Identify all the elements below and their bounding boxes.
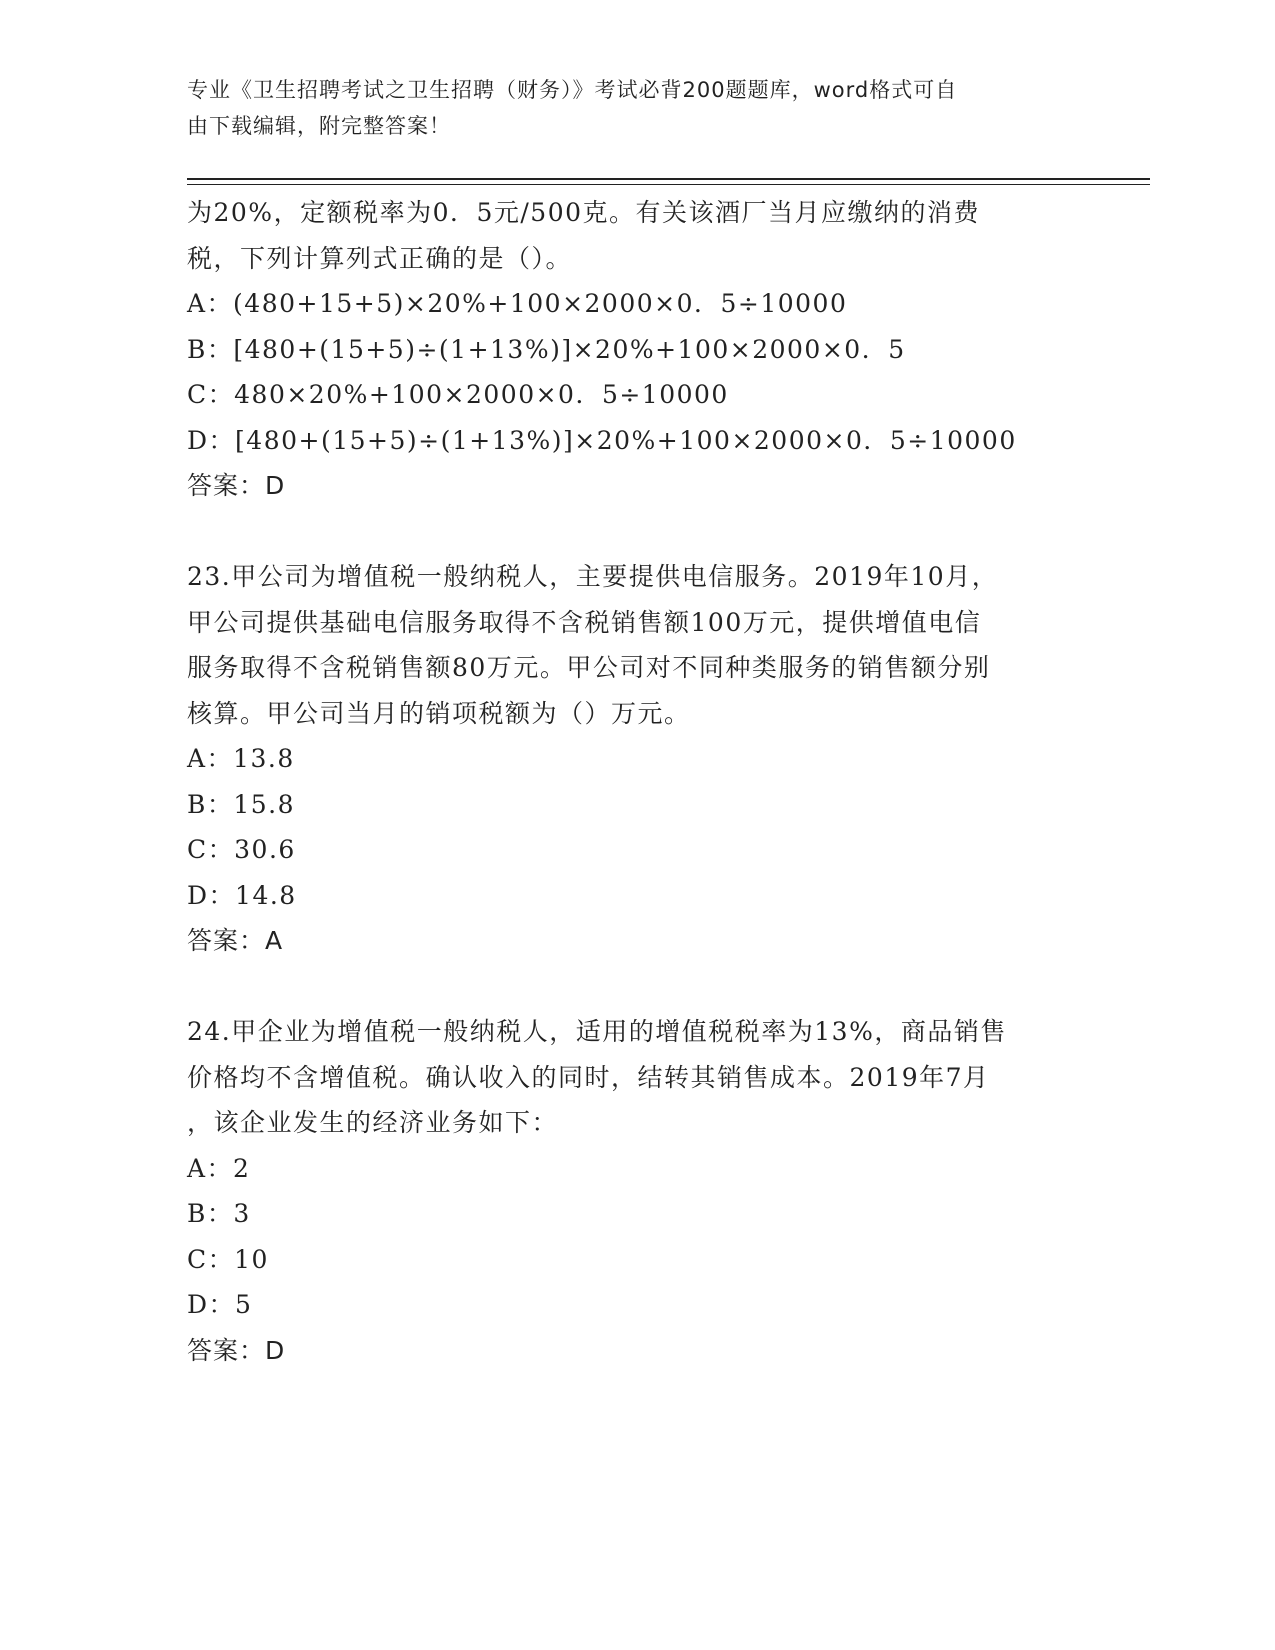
option-a: A：(480+15+5)×20%+100×2000×0．5÷10000 bbox=[187, 289, 848, 318]
question-text-line: 服务取得不含税销售额80万元。甲公司对不同种类服务的销售额分别 bbox=[187, 653, 991, 682]
option-b: B：3 bbox=[187, 1199, 251, 1228]
question-text-line: 甲公司提供基础电信服务取得不含税销售额100万元，提供增值电信 bbox=[187, 607, 982, 637]
answer: 答案：D bbox=[187, 1335, 286, 1365]
question-text-line: 24.甲企业为增值税一般纳税人，适用的增值税税率为13%，商品销售 bbox=[187, 1017, 1007, 1046]
option-c: C：480×20%+100×2000×0．5÷10000 bbox=[187, 380, 729, 409]
question-text-line: 23.甲公司为增值税一般纳税人，主要提供电信服务。2019年10月， bbox=[187, 562, 999, 591]
option-a: A：2 bbox=[187, 1153, 251, 1183]
option-c: C：30.6 bbox=[187, 835, 296, 864]
option-c: C：10 bbox=[187, 1244, 269, 1274]
question-text-line: ，该企业发生的经济业务如下： bbox=[187, 1108, 559, 1137]
question-text-line: 税，下列计算列式正确的是（）。 bbox=[187, 243, 573, 273]
question-text-line: 核算。甲公司当月的销项税额为（）万元。 bbox=[187, 698, 691, 728]
spacer bbox=[187, 509, 1087, 555]
document-body bbox=[187, 190, 1087, 1373]
question-text-line: 价格均不含增值税。确认收入的同时，结转其销售成本。2019年7月 bbox=[187, 1062, 990, 1092]
option-d: D：[480+(15+5)÷(1+13%)]×20%+100×2000×0．5÷10000 bbox=[187, 425, 1017, 455]
question-22-continuation bbox=[187, 190, 1087, 509]
question-24 bbox=[187, 1009, 1087, 1373]
header-divider-thin bbox=[187, 184, 1150, 185]
answer: 答案：A bbox=[187, 926, 284, 955]
option-d: D：14.8 bbox=[187, 880, 297, 910]
question-23 bbox=[187, 554, 1087, 964]
option-a: A：13.8 bbox=[187, 744, 295, 773]
header-title-line-2: 由下载编辑，附完整答案！ bbox=[187, 114, 451, 138]
spacer bbox=[187, 964, 1087, 1010]
question-text-line: 为20%，定额税率为0．5元/500克。有关该酒厂当月应缴纳的消费 bbox=[187, 198, 981, 227]
option-d: D：5 bbox=[187, 1290, 253, 1319]
header-title-line-1: 专业《卫生招聘考试之卫生招聘（财务）》考试必背200题题库，word格式可自 bbox=[187, 78, 958, 102]
option-b: B：[480+(15+5)÷(1+13%)]×20%+100×2000×0．5 bbox=[187, 334, 906, 364]
header-divider-thick bbox=[187, 178, 1150, 180]
document-header bbox=[187, 72, 1067, 144]
option-b: B：15.8 bbox=[187, 789, 296, 819]
answer: 答案：D bbox=[187, 471, 286, 500]
